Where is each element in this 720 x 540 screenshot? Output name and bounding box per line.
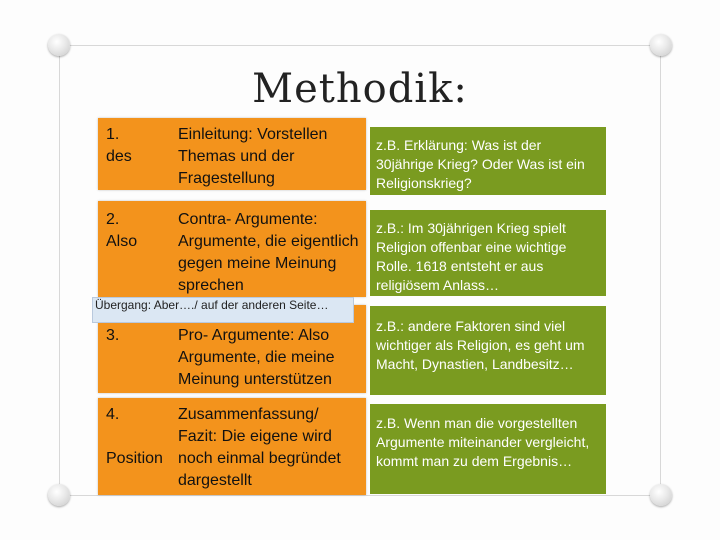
example-box-3: z.B.: andere Faktoren sind viel wichtiger als Religion, es geht um Macht, Dynastien, Landbesitz… bbox=[370, 306, 606, 395]
transition-note: Übergang: Aber…./ auf der anderen Seite… bbox=[92, 297, 354, 323]
example-box-2: z.B.: Im 30jährigen Krieg spielt Religion offenbar eine wichtige Rolle. 1618 entsteht er aus religiösem Anlass… bbox=[370, 210, 606, 296]
frame-left-line bbox=[59, 45, 60, 495]
step-description-1: Einleitung: Vorstellen Themas und der Fragestellung bbox=[178, 126, 328, 187]
example-box-1: z.B. Erklärung: Was ist der 30jährige Krieg? Oder Was ist ein Religionskrieg? bbox=[370, 127, 606, 195]
step-number-2: 2. Also bbox=[106, 211, 138, 250]
corner-ornament-top-right bbox=[650, 34, 672, 56]
step-number-3: 3. bbox=[106, 327, 120, 344]
step-description-3: Pro- Argumente: Also Argumente, die meine Meinung unterstützen bbox=[178, 327, 335, 388]
frame-bottom-line bbox=[60, 495, 660, 496]
step-number-1: 1. des bbox=[106, 126, 132, 165]
step-box-4 bbox=[98, 398, 366, 495]
step-number-4: 4. Position bbox=[106, 406, 163, 467]
step-description-4: Zusammenfassung/ Fazit: Die eigene wird noch einmal begründet dargestellt bbox=[178, 406, 341, 489]
step-description-2: Contra- Argumente: Argumente, die eigentlich gegen meine Meinung sprechen bbox=[178, 211, 359, 294]
example-box-4: z.B. Wenn man die vorgestellten Argumente miteinander vergleicht, kommt man zu dem Ergebnis… bbox=[370, 404, 606, 494]
corner-ornament-top-left bbox=[48, 34, 70, 56]
corner-ornament-bottom-right bbox=[650, 484, 672, 506]
slide-title: Methodik: bbox=[252, 66, 468, 112]
frame-right-line bbox=[660, 45, 661, 495]
step-box-1 bbox=[98, 118, 366, 190]
step-box-2 bbox=[98, 201, 366, 297]
frame-top-line bbox=[60, 45, 660, 46]
corner-ornament-bottom-left bbox=[48, 484, 70, 506]
